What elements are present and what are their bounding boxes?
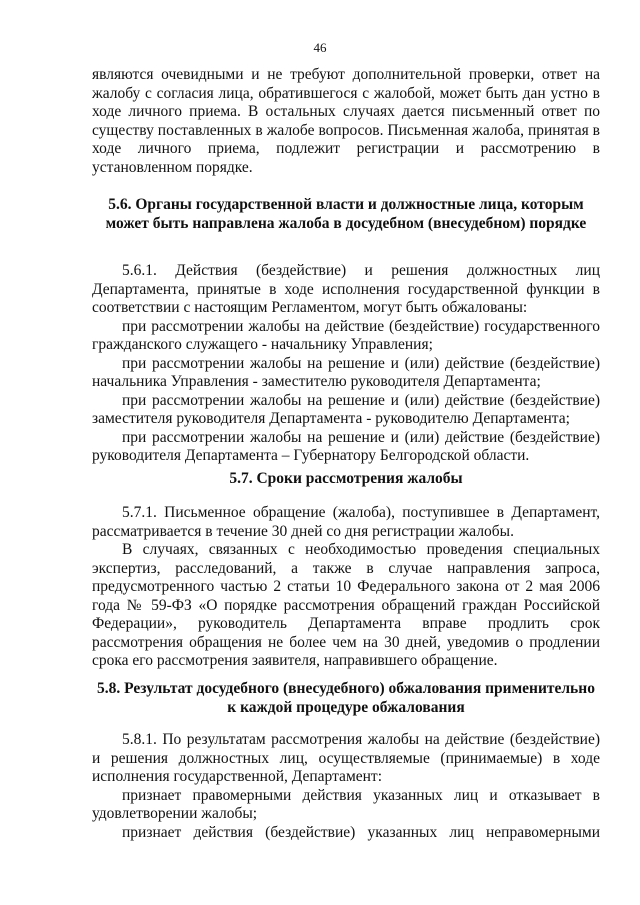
section-heading-5-7: 5.7. Сроки рассмотрения жалобы [229,470,463,487]
paragraph-5-6-1: 5.6.1. Действия (бездействие) и решения должностных лиц Департамента, принятые в ходе исполнения государственной функции в соответствии с настоящим Регламентом, могут быть обжалованы: [92,262,600,316]
paragraph-result-1: признает правомерными действия указанных лиц и отказывает в удовлетворении жалобы; [92,786,600,822]
paragraph-appeal-case-4: при рассмотрении жалобы на решение и (или) действие (бездействие) руководителя Департамента – Губернатору Белгородской области. [92,428,600,464]
paragraph-continuation: являются очевидными и не требуют дополнительной проверки, ответ на жалобу с согласия лица, обратившегося с жалобой, может быть дан устно в ходе личного приема. В остальных случаях дается письменный ответ по существу поставленных в жалобе вопросов. Письменная жалоба, принятая в ходе личного приема, подлежит регистрации и рассмотрению в установленном порядке. [92,66,600,176]
section-heading-5-8: 5.8. Результат досудебного (внесудебного) обжалования применительно к каждой процедуре обжалования [97,680,595,716]
paragraph-appeal-case-3: при рассмотрении жалобы на решение и (или) действие (бездействие) заместителя руководителя Департамента - руководителю Департамента; [92,391,600,427]
paragraph-5-8-1: 5.8.1. По результатам рассмотрения жалобы на действие (бездействие) и решения должностных лиц, осуществляемые (принимаемые) в ходе исполнения государственной, Департамент: [92,731,600,785]
paragraph-appeal-case-1: при рассмотрении жалобы на действие (бездействие) государственного гражданского служащего - начальнику Управления; [92,317,600,353]
paragraph-5-7-1: 5.7.1. Письменное обращение (жалоба), поступившее в Департамент, рассматривается в течение 30 дней со дня регистрации жалобы. [92,504,600,540]
paragraph-extension: В случаях, связанных с необходимостью проведения специальных экспертиз, расследований, а также в случае направления запроса, предусмотренного частью 2 статьи 10 Федерального закона от 2 мая 2006 года № 59-ФЗ «О порядке рассмотрения обращений граждан Российской Федерации», руководитель Департамента вправе продлить срок рассмотрения обращения не более чем на 30 дней, уведомив о продлении срока его рассмотрения заявителя, направившего обращение. [92,541,600,669]
page-number: 46 [313,40,327,55]
paragraph-result-2: признает действия (бездействие) указанных лиц неправомерными [122,823,600,841]
section-heading-5-6: 5.6. Органы государственной власти и должностные лица, которым может быть направлена жалоба в досудебном (внесудебном) порядке [105,196,587,232]
paragraph-appeal-case-2: при рассмотрении жалобы на решение и (или) действие (бездействие) начальника Управления - заместителю руководителя Департамента; [92,354,600,390]
